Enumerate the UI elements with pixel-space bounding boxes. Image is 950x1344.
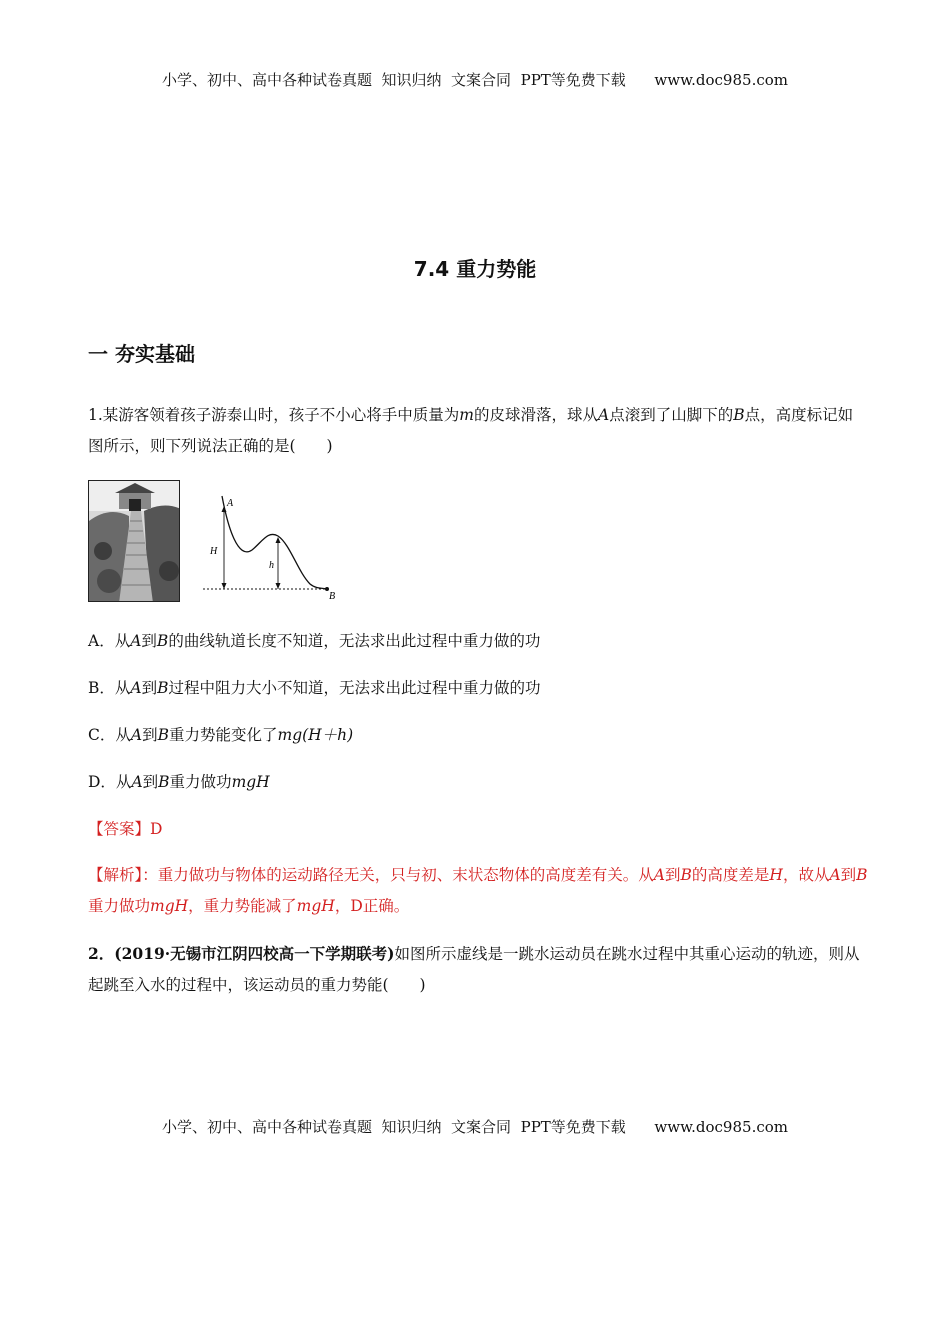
mountain-photo [88, 480, 180, 602]
option-a [88, 629, 540, 653]
var-B: B [733, 406, 745, 424]
option-text: 的曲线轨道长度不知道，无法求出此过程中重力做的功 [168, 632, 541, 650]
q1-stem-part: 点，高度标记如图所示，则下列说法正确的是( ) [88, 406, 854, 455]
arrowhead-icon [222, 506, 227, 512]
arrowhead-icon [222, 583, 227, 589]
formula: mgH [296, 897, 335, 915]
question-source: 2．(2019·无锡市江阴四校高一下学期联考) [88, 944, 395, 963]
option-text: D．从 [88, 773, 132, 791]
var-B: B [156, 632, 169, 650]
page-footer: 小学、初中、高中各种试卷真题 知识归纳 文案合同 PPT等免费下载 www.doc985.com [161, 1118, 788, 1136]
option-text: C．从 [88, 726, 131, 744]
var-B: B [157, 679, 169, 697]
q2-stem-text: 如图所示虚线是一跳水运动员在跳水过程中其重心运动的轨迹，则从起跳至入水的过程中，该运动员的重力势能( ) [88, 945, 860, 994]
analysis-text: 重力做功与物体的运动路径无关，只与初、末状态物体的高度差有关。从 [157, 866, 654, 884]
option-text: 到 [141, 632, 157, 650]
option-text: B．从 [88, 679, 131, 697]
var-B: B [856, 866, 868, 884]
question-1-stem [88, 400, 868, 462]
var-A: A [598, 406, 610, 424]
analysis-text: ，D正确。 [334, 897, 410, 915]
var-A: A [131, 773, 143, 791]
section-heading: 一 夯实基础 [88, 342, 195, 366]
var-A: A [653, 866, 665, 884]
label-B: B [329, 591, 336, 602]
option-text: 过程中阻力大小不知道，无法求出此过程中重力做的功 [168, 679, 541, 697]
formula: mg(H＋h) [277, 726, 354, 744]
page-header: 小学、初中、高中各种试卷真题 知识归纳 文案合同 PPT等免费下载 www.doc985.com [161, 71, 788, 89]
var-A: A [130, 726, 143, 744]
track-curve [222, 496, 328, 589]
label-A: A [227, 498, 234, 509]
label-h: h [269, 560, 274, 571]
arrowhead-icon [276, 583, 281, 589]
option-text: 重力做功 [169, 773, 232, 791]
option-b [88, 676, 541, 700]
analysis-paragraph [88, 860, 868, 922]
formula: mgH [150, 897, 189, 915]
formula: mgH [231, 773, 270, 791]
page-title: 7.4 重力势能 [413, 257, 537, 281]
var-H: H [769, 866, 783, 884]
label-H: H [210, 546, 218, 557]
mountain-photo-image [89, 481, 180, 602]
var-A: A [130, 679, 142, 697]
height-diagram [198, 488, 348, 606]
option-text: 到 [142, 726, 158, 744]
var-A: A [829, 866, 841, 884]
analysis-text: 重力做功 [88, 897, 151, 915]
var-B: B [158, 773, 170, 791]
analysis-text: 的高度差是 [691, 866, 770, 884]
var-B: B [680, 866, 692, 884]
analysis-text: ，故从 [782, 866, 830, 884]
q1-stem-part: 1.某游客领着孩子游泰山时，孩子不小心将手中质量为 [88, 406, 460, 424]
analysis-text: 到 [840, 866, 857, 884]
question-2-stem [88, 938, 868, 1001]
q1-stem-part: 点滚到了山脚下的 [609, 406, 734, 424]
analysis-text: ，重力势能减了 [188, 897, 297, 915]
option-d [88, 770, 270, 794]
option-text: A．从 [88, 632, 131, 650]
var-B: B [157, 726, 169, 744]
q1-stem-part: 的皮球滑落，球从 [474, 406, 599, 424]
answer-value: D [150, 820, 163, 838]
var-A: A [130, 632, 142, 650]
option-text: 到 [141, 679, 158, 697]
answer-line [88, 817, 162, 841]
option-text: 到 [142, 773, 159, 791]
analysis-text: 到 [664, 866, 681, 884]
option-c [88, 723, 353, 747]
var-m: m [459, 406, 474, 424]
answer-label: 【答案】 [88, 820, 151, 838]
analysis-label: 【解析】： [88, 866, 158, 884]
option-text: 重力势能变化了 [168, 726, 278, 744]
